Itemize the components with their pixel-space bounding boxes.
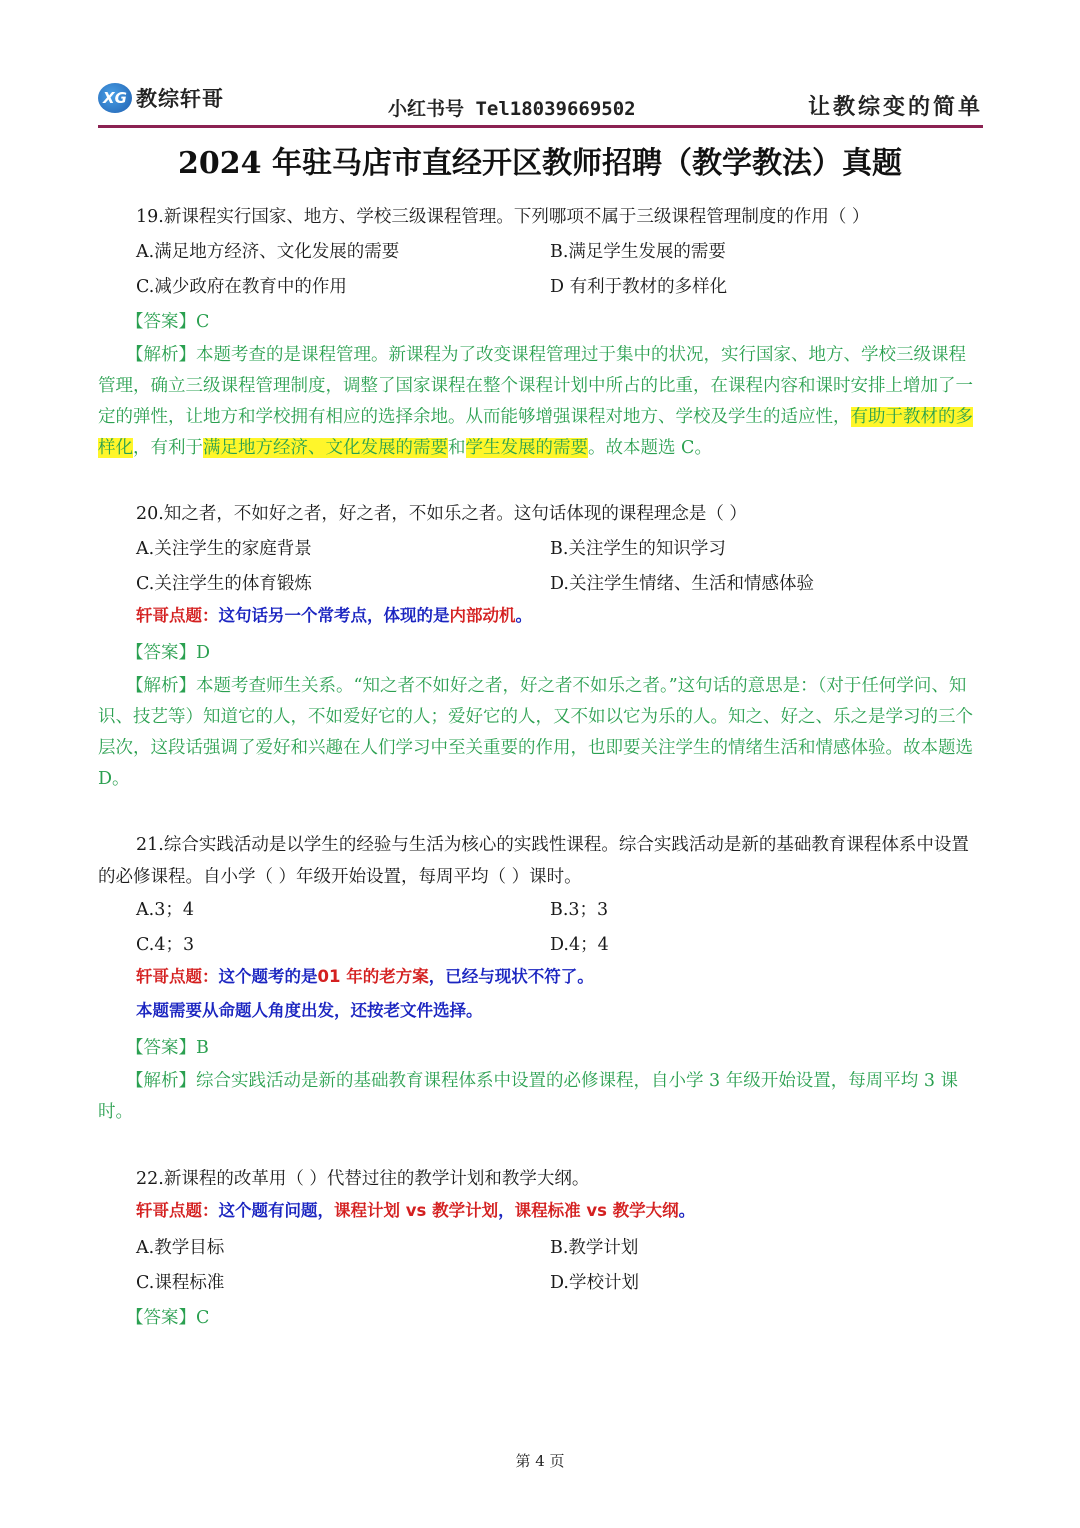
question-22 [98,1162,980,1336]
analysis-text: 和 [448,438,466,458]
option-a: A.关注学生的家庭背景 [136,539,312,559]
option-d: D.关注学生情绪、生活和情感体验 [550,574,814,594]
brand-logo [98,80,226,116]
tip-emphasis: 课程计划 vs 教学计划 [334,1201,499,1220]
analysis [98,340,980,464]
header-divider [98,125,983,128]
answer: 【答案】C [126,312,210,332]
option-d: D 有利于教材的多样化 [550,277,728,297]
option-d: D.4；4 [550,935,609,955]
tip-label: 轩哥点题： [136,1201,219,1220]
tip-text: 这句话另一个常考点，体现的是 [218,606,450,625]
answer: 【答案】D [126,643,211,663]
options-grid [98,235,980,305]
page-header [98,78,983,130]
tip-note-2: 本题需要从命题人角度出发，还按老文件选择。 [136,1001,483,1020]
option-c: C.课程标准 [136,1273,225,1293]
answer: 【答案】B [126,1038,209,1058]
tip-text: 这个题有问题， [218,1201,334,1220]
tip-text: 这个题考的是 [218,967,318,986]
slogan: 让教综变的简单 [807,95,983,120]
question-19 [98,200,980,464]
tip-label: 轩哥点题： [136,606,219,625]
tip-note [98,1197,980,1231]
analysis-text: 。故本题选 C。 [588,438,712,458]
question-stem: 19.新课程实行国家、地方、学校三级课程管理。下列哪项不属于三级课程管理制度的作用（ ） [136,207,870,227]
option-a: A.教学目标 [136,1238,225,1258]
page-number: 第 4 页 [515,1452,565,1470]
question-21 [98,829,980,1128]
question-stem: 20.知之者，不如好之者，好之者，不如乐之者。这句话体现的课程理念是（ ） [136,504,747,524]
analysis: 【解析】综合实践活动是新的基础教育课程体系中设置的必修课程，自小学 3 年级开始设置，每周平均 3 课时。 [98,1071,959,1122]
logo-text: 教综轩哥 [136,87,224,111]
tip-text: 。 [678,1201,696,1220]
logo-badge-icon: XG [98,83,132,113]
tip-emphasis: 内部动机 [449,606,516,625]
option-c: C.减少政府在教育中的作用 [136,277,347,297]
tip-text: ，已经与现状不符了。 [428,967,594,986]
tip-note [98,602,980,636]
option-b: B.关注学生的知识学习 [550,539,726,559]
analysis: 【解析】本题考查师生关系。“知之者不如好之者，好之者不如乐之者。”这句话的意思是：（对于任何学问、知识、技艺等）知道它的人，不如爱好它的人；爱好它的人，又不如以它为乐的人。知之、好之、乐之是学习的三个层次，这段话强调了爱好和兴趣在人们学习中至关重要的作用，也即要关注学生的情绪生活和情感体验。故本题选 D。 [98,676,973,789]
answer: 【答案】C [126,1308,210,1328]
analysis-text: 【解析】本题考查的是课程管理。新课程为了改变课程管理过于集中的状况，实行国家、地方、学校三级课程管理，确立三级课程管理制度，调整了国家课程在整个课程计划中所占的比重，在课程内容和课时安排上增加了一定的弹性，让地方和学校拥有相应的选择余地。从而能够增强课程对地方、学校及学生的适应性， [98,345,973,427]
highlight: 学生发展的需要 [465,438,588,458]
page-title: 2024 年驻马店市直经开区教师招聘（教学教法）真题 [178,146,902,181]
option-d: D.学校计划 [550,1273,639,1293]
question-stem: 22.新课程的改革用（ ）代替过往的教学计划和教学大纲。 [136,1169,590,1189]
options-grid [98,1231,980,1301]
options-grid [98,893,980,963]
option-b: B.满足学生发展的需要 [550,242,726,262]
highlight: 满足地方经济、文化发展的需要 [203,438,448,458]
tip-text: 。 [515,606,532,625]
analysis-text: ，有利于 [133,438,203,458]
option-b: B.教学计划 [550,1238,639,1258]
question-stem: 21.综合实践活动是以学生的经验与生活为核心的实践性课程。综合实践活动是新的基础教育课程体系中设置的必修课程。自小学（ ）年级开始设置，每周平均（ ）课时。 [98,835,969,887]
options-grid [98,532,980,602]
contact-info: 小红书号 Tel18039669502 [388,98,636,120]
tip-note [98,963,980,997]
tip-label: 轩哥点题： [136,967,219,986]
tip-emphasis: 课程标准 vs 教学大纲 [514,1201,679,1220]
question-20 [98,497,980,795]
highlight: 有助于教材的多样化 [98,407,973,458]
option-c: C.关注学生的体育锻炼 [136,574,312,594]
option-b: B.3；3 [550,900,609,920]
option-a: A.3；4 [136,900,194,920]
option-a: A.满足地方经济、文化发展的需要 [136,242,400,262]
document-body [98,200,980,1336]
tip-text: ， [498,1201,515,1220]
tip-emphasis: 01 年的老方案 [317,967,429,986]
option-c: C.4；3 [136,935,195,955]
